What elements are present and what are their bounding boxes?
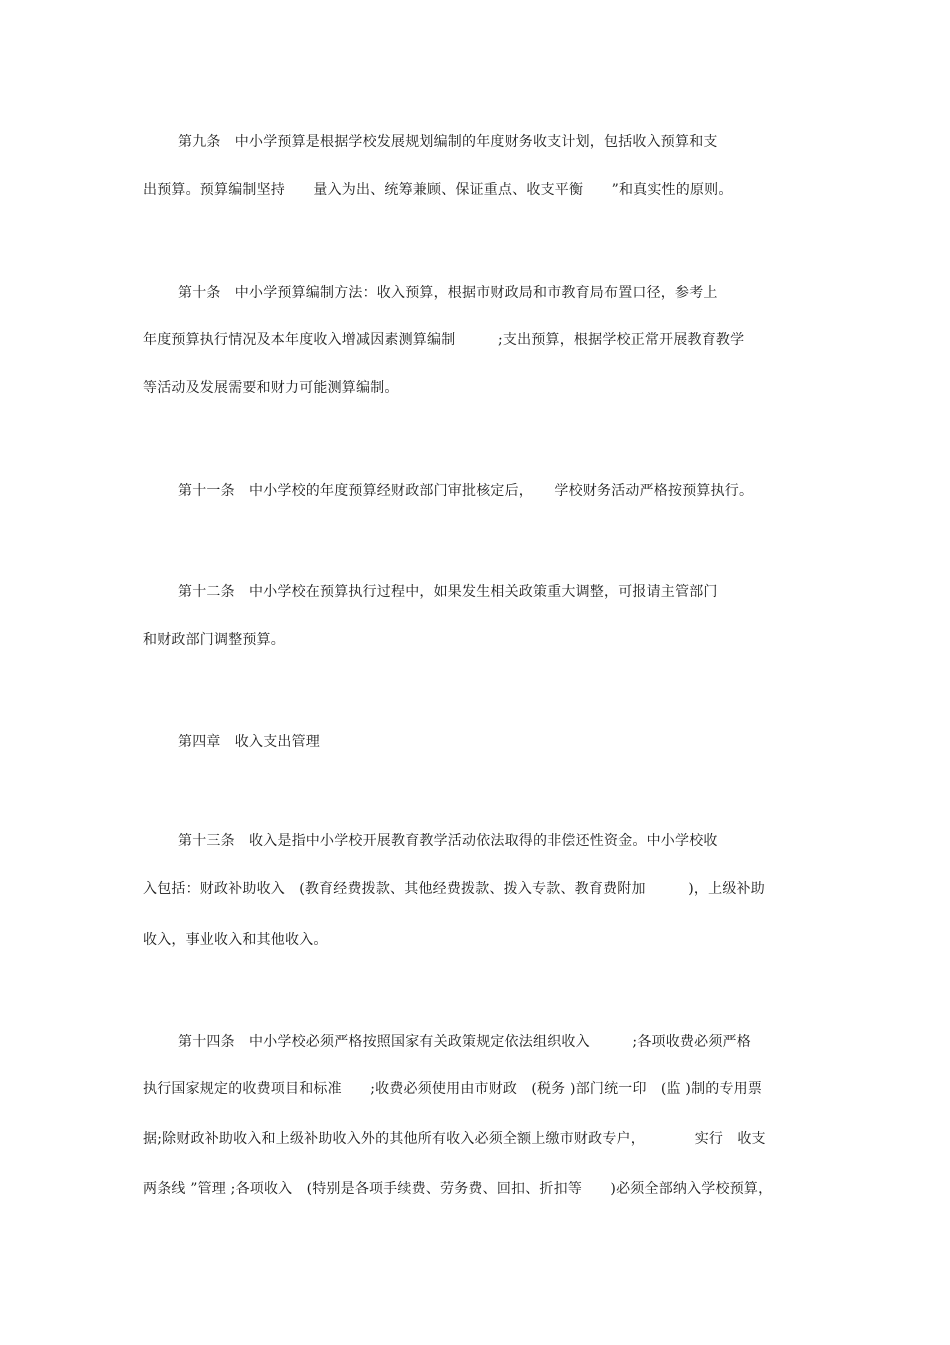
article-9-line-2: 出预算。预算编制坚持 量入为出、统筹兼顾、保证重点、收支平衡 ”和真实性的原则。 xyxy=(143,182,733,198)
article-13-line-1: 第十三条 收入是指中小学校开展教育教学活动依法取得的非偿还性资金。中小学校收 xyxy=(178,833,718,849)
chapter-4-heading: 第四章 收入支出管理 xyxy=(178,734,320,750)
article-10-line-3: 等活动及发展需要和财力可能测算编制。 xyxy=(143,380,399,396)
article-10-line-1: 第十条 中小学预算编制方法：收入预算，根据市财政局和市教育局布置口径，参考上 xyxy=(178,285,718,301)
article-14-line-3: 据;除财政补助收入和上级补助收入外的其他所有收入必须全额上缴市财政专户， 实行 收支 xyxy=(143,1131,766,1147)
article-12-line-1: 第十二条 中小学校在预算执行过程中，如果发生相关政策重大调整，可报请主管部门 xyxy=(178,584,718,600)
article-14-line-1: 第十四条 中小学校必须严格按照国家有关政策规定依法组织收入 ;各项收费必须严格 xyxy=(178,1034,751,1050)
article-10-line-2: 年度预算执行情况及本年度收入增减因素测算编制 ;支出预算，根据学校正常开展教育教学 xyxy=(143,332,745,348)
article-13-line-3: 收入，事业收入和其他收入。 xyxy=(143,932,328,948)
article-14-line-4: 两条线 ”管理 ;各项收入 (特别是各项手续费、劳务费、回扣、折扣等 )必须全部纳入学校预算， xyxy=(143,1181,773,1197)
article-11-line-1: 第十一条 中小学校的年度预算经财政部门审批核定后， 学校财务活动严格按预算执行。 xyxy=(178,483,754,499)
article-14-line-2: 执行国家规定的收费项目和标准 ;收费必须使用由市财政 (税务 )部门统一印 (监 )制的专用票 xyxy=(143,1081,763,1097)
article-9-line-1: 第九条 中小学预算是根据学校发展规划编制的年度财务收支计划，包括收入预算和支 xyxy=(178,134,718,150)
article-12-line-2: 和财政部门调整预算。 xyxy=(143,632,285,648)
article-13-line-2: 入包括：财政补助收入 (教育经费拨款、其他经费拨款、拨入专款、教育费附加 )，上级补助 xyxy=(143,881,765,897)
